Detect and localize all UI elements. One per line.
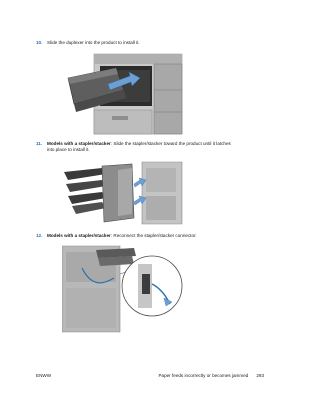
step-10 [36, 40, 266, 46]
footer-right [158, 373, 264, 378]
step-number: 10. [36, 40, 43, 45]
footer-left: ENWW [36, 373, 52, 378]
step-text: : Slide the stapler/stacker toward the product until it latches [110, 141, 231, 146]
page-number: 293 [256, 373, 264, 378]
duplexer-figure [64, 50, 184, 136]
footer-section-title: Paper feeds incorrectly or becomes jammed [158, 373, 249, 378]
step-text: : Reconnect the stapler/stacker connector. [110, 233, 197, 238]
step-text: Slide the duplexer into the product to install it. [47, 40, 140, 45]
step-number: 11. [36, 141, 43, 146]
step-number: 12. [36, 233, 43, 238]
stapler-stacker-figure [62, 160, 184, 226]
step-12 [36, 233, 266, 239]
connector-figure [62, 244, 184, 334]
step-11 [36, 141, 266, 153]
step-model-label: Models with a stapler/stacker [47, 141, 111, 146]
step-model-label: Models with a stapler/stacker [47, 233, 111, 238]
step-text-continued: into place to install it. [47, 147, 90, 152]
